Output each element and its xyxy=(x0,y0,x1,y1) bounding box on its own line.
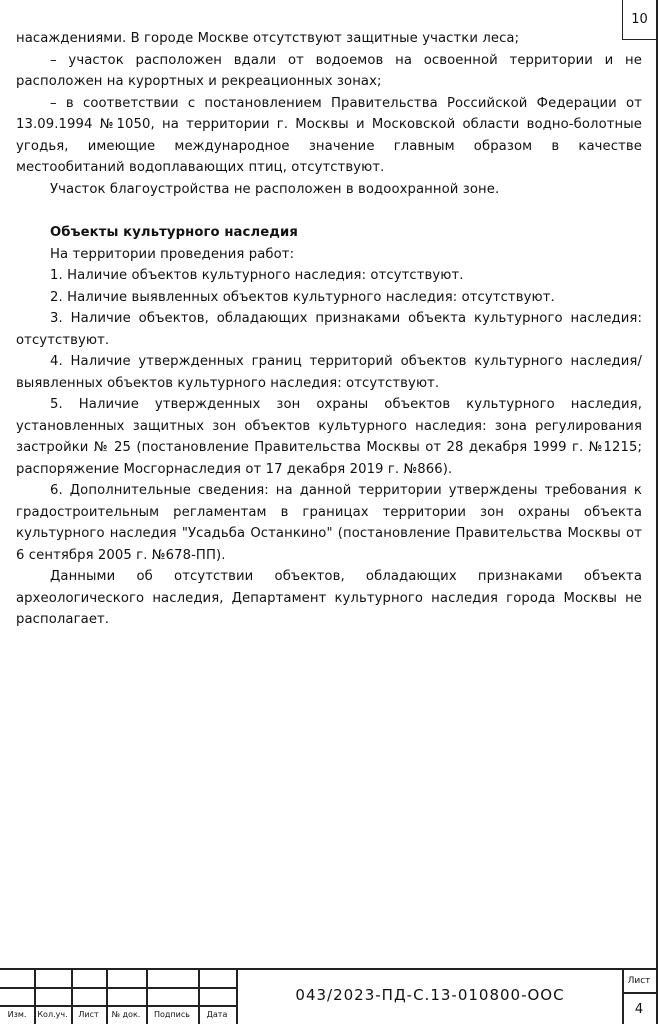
paragraph: – участок расположен вдали от водоемов на освоенной территории и не расположен на курортных и рекреационных зонах; xyxy=(16,52,642,89)
stamp-column-label: Изм. xyxy=(7,1010,27,1019)
document-code: 043/2023-ПД-С.13-010800-ООС xyxy=(295,986,565,1004)
section-intro: На территории проведения работ: xyxy=(50,246,295,262)
stamp-line xyxy=(622,992,656,994)
stamp-column-label: Лист xyxy=(78,1010,99,1019)
stamp-line xyxy=(0,968,658,970)
stamp-column-label: Кол.уч. xyxy=(37,1010,68,1019)
document-body xyxy=(16,28,642,631)
page-number: 10 xyxy=(622,0,656,40)
list-item: 6. Дополнительные сведения: на данной территории утверждены требования к градостроительным регламентам в границах территории зон охраны объекта культурного наследия "Усадьба Останкино" (постановление Правительства Москвы от 6 сентября 2005 г. №678-ПП). xyxy=(16,483,642,563)
section-heading: Объекты культурного наследия xyxy=(50,225,298,240)
list-item: 4. Наличие утвержденных границ территорий объектов культурного наследия/выявленных объектов культурного наследия: отсутствуют. xyxy=(16,354,642,391)
paragraph: насаждениями. В городе Москве отсутствуют защитные участки леса; xyxy=(16,31,520,46)
list-item: 3. Наличие объектов, обладающих признаками объекта культурного наследия: отсутствуют. xyxy=(16,311,642,348)
list-item: 2. Наличие выявленных объектов культурного наследия: отсутствуют. xyxy=(50,289,555,305)
list-item: 1. Наличие объектов культурного наследия: отсутствуют. xyxy=(50,268,464,283)
stamp-column-label: Подпись xyxy=(154,1010,190,1019)
paragraph: Данными об отсутствии объектов, обладающих признаками объекта археологического наследия, Департамент культурного наследия города Москвы не располагает. xyxy=(16,569,642,627)
sheet-label: Лист xyxy=(627,976,651,986)
list-item: 5. Наличие утвержденных зон охраны объектов культурного наследия, установленных защитных зон объектов культурного наследия: зона регулирования застройки № 25 (постановление Правительства Москвы от 28 декабря 1999 г. №1215; распоряжение Мосгорнаследия от 17 декабря 2019 г. №866). xyxy=(16,397,642,477)
stamp-line xyxy=(236,968,238,1024)
stamp-column-label: № док. xyxy=(111,1010,141,1019)
sheet-number: 4 xyxy=(634,1002,644,1017)
title-block xyxy=(0,968,658,1024)
paragraph: Участок благоустройства не расположен в водоохранной зоне. xyxy=(50,181,500,197)
paragraph: – в соответствии с постановлением Правительства Российской Федерации от 13.09.1994 №1050, на территории г. Москвы и Московской области водно-болотные угодья, имеющие международное значение главным образом в качестве местообитаний водоплавающих птиц, отсутствуют. xyxy=(16,95,642,175)
stamp-column-label: Дата xyxy=(206,1010,228,1019)
